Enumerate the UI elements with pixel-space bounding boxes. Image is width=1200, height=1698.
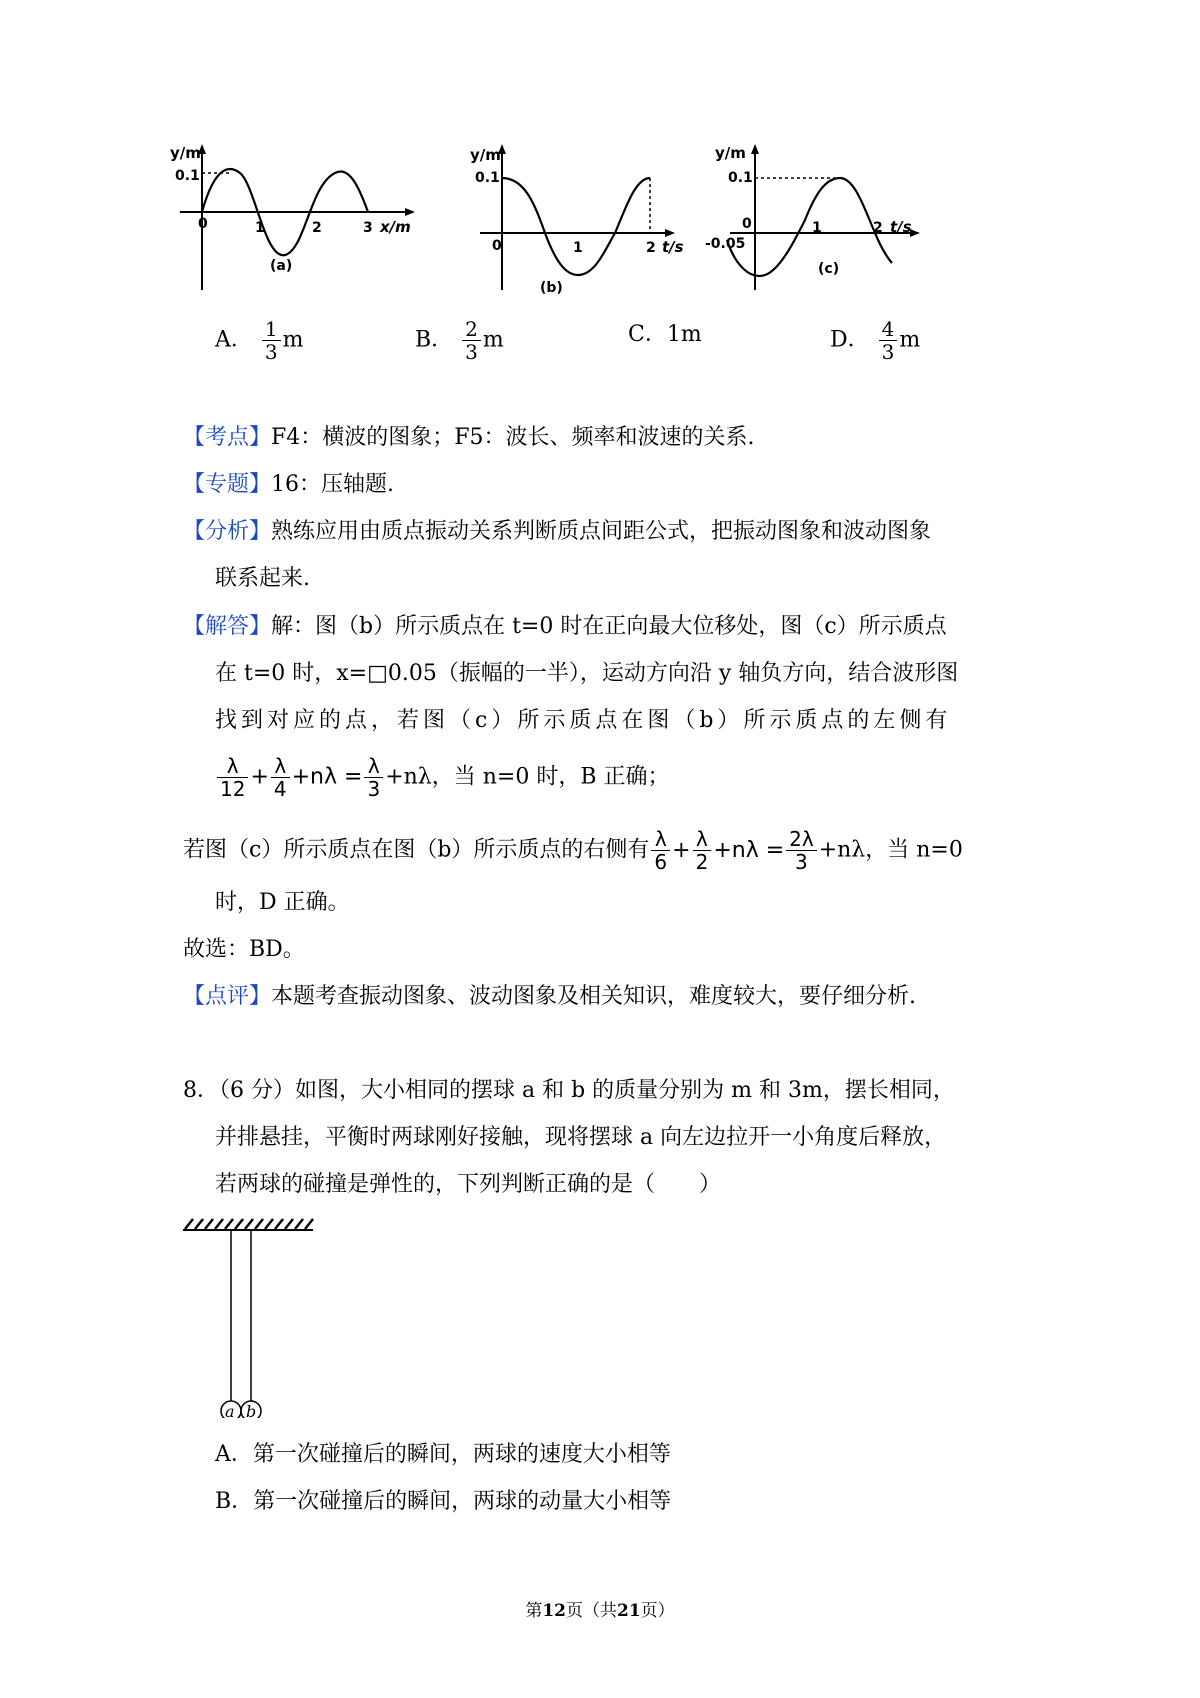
option-d-unit: m xyxy=(899,327,921,353)
f1-num-2: λ xyxy=(271,755,290,778)
option-a-unit: m xyxy=(282,327,304,353)
graph-c-xlabel: t/s xyxy=(890,218,912,236)
f2-num-1: λ xyxy=(651,828,670,851)
q8-line-3: 若两球的碰撞是弹性的，下列判断正确的是（ ） xyxy=(215,1172,722,1197)
ball-a-label: a xyxy=(225,1402,235,1418)
jieda-line-5 xyxy=(183,828,963,873)
jieda-formula-1: $\frac{\lambda}{12}$ + $\frac{\lambda}{4}$ +nλ = $\frac{\lambda}{3}$ +nλ，当 n=0 时，B 正确； xyxy=(215,755,669,800)
graph-a-origin: 0 xyxy=(198,216,208,232)
f1-num-1: λ xyxy=(217,755,248,778)
graph-a-tick-2: 2 xyxy=(312,220,322,236)
jieda-formula-2: $\frac{\lambda}{6}$ + $\frac{\lambda}{2}$ +nλ = $\frac{2\lambda}{3}$ xyxy=(649,838,818,863)
kaodian-line xyxy=(183,423,755,453)
graph-a-amp: 0.1 xyxy=(175,168,200,184)
footer-pre: 第 xyxy=(525,1601,543,1621)
jieda-line-6: 时，D 正确。 xyxy=(215,890,350,915)
f1-frac-1 xyxy=(217,755,248,800)
graph-a-xlabel: x/m xyxy=(380,218,411,236)
option-d-fraction xyxy=(879,318,898,363)
pendulum-figure xyxy=(183,1218,318,1418)
graph-c-svg xyxy=(700,140,940,300)
zhuanti-line xyxy=(183,470,394,500)
graph-c-amp: 0.1 xyxy=(728,170,753,186)
graph-b-xlabel: t/s xyxy=(662,238,684,256)
page-footer xyxy=(0,1596,1200,1621)
graph-b-tick-1: 1 xyxy=(573,240,583,256)
graph-c-tick-1: 1 xyxy=(812,220,822,236)
f1-den-3: 3 xyxy=(367,777,381,801)
kaodian-text: F4：横波的图象；F5：波长、频率和波速的关系. xyxy=(271,425,755,450)
graph-c-neg: -0.05 xyxy=(705,236,746,252)
fenxi-tag: 【分析】 xyxy=(183,519,272,544)
option-a-num: 1 xyxy=(262,318,281,341)
graph-c-origin: 0 xyxy=(742,216,752,232)
jieda-line-3: 找到对应的点，若图（c）所示质点在图（b）所示质点的左侧有 xyxy=(215,708,952,733)
f2-plus-nl: +nλ = xyxy=(713,837,785,863)
zhuanti-text: 16：压轴题. xyxy=(271,472,395,497)
fenxi-line-1 xyxy=(183,517,931,547)
option-b xyxy=(415,318,504,363)
q8-option-a: A．第一次碰撞后的瞬间，两球的速度大小相等 xyxy=(215,1442,671,1467)
q8-line-2: 并排悬挂，平衡时两球刚好接触，现将摆球 a 向左边拉开一小角度后释放， xyxy=(215,1125,947,1150)
f1-den-1: 12 xyxy=(220,777,246,801)
dianping-text: 本题考查振动图象、波动图象及相关知识，难度较大，要仔细分析. xyxy=(271,984,917,1009)
option-d-den: 3 xyxy=(881,340,895,364)
graph-c-ylabel: y/m xyxy=(715,144,746,162)
dianping-line xyxy=(183,982,916,1012)
pendulum-svg xyxy=(183,1218,318,1418)
q8-line-1: 8．（6 分）如图，大小相同的摆球 a 和 b 的质量分别为 m 和 3m，摆长相同， xyxy=(183,1078,955,1103)
f2-den-3: 3 xyxy=(795,850,808,874)
kaodian-tag: 【考点】 xyxy=(183,425,272,450)
option-b-num: 2 xyxy=(462,318,481,341)
jieda-line-7: 故选：BD。 xyxy=(183,937,305,962)
graph-b-amp: 0.1 xyxy=(475,170,500,186)
footer-post: 页） xyxy=(640,1601,675,1621)
f2-frac-3 xyxy=(786,828,817,873)
option-b-den: 3 xyxy=(465,340,478,364)
f2-frac-1 xyxy=(651,828,670,873)
option-a xyxy=(215,318,304,363)
f1-num-3: λ xyxy=(364,755,383,778)
f2-den-1: 6 xyxy=(654,850,668,874)
jieda-line-1 xyxy=(183,612,947,642)
f2-num-3: 2λ xyxy=(786,828,817,851)
graph-b-caption: (b) xyxy=(540,280,563,296)
ceiling-hatch xyxy=(185,1219,313,1229)
f1-tail: +nλ，当 n=0 时，B 正确； xyxy=(385,764,670,790)
ball-b-label: b xyxy=(246,1402,257,1418)
f1-frac-2 xyxy=(271,755,290,800)
graph-c-tick-2: 2 xyxy=(873,220,883,236)
graph-a-svg xyxy=(170,140,430,300)
jieda-text-5: 若图（c）所示质点在图（b）所示质点的右侧有 xyxy=(183,837,650,863)
dianping-tag: 【点评】 xyxy=(183,984,272,1009)
jieda-tag: 【解答】 xyxy=(183,614,272,639)
f2-frac-2 xyxy=(693,828,712,873)
f2-tail: +nλ，当 n=0 xyxy=(818,837,963,863)
f2-num-2: λ xyxy=(693,828,712,851)
f2-den-2: 2 xyxy=(695,850,709,874)
option-a-letter: A． xyxy=(215,327,253,353)
option-c xyxy=(628,320,702,350)
graph-a-ylabel: y/m xyxy=(170,144,201,162)
footer-page-number: 12 xyxy=(542,1601,566,1621)
graph-c xyxy=(700,140,940,300)
jieda-text-1: 解：图（b）所示质点在 t=0 时在正向最大位移处，图（c）所示质点 xyxy=(271,614,947,639)
graph-a-caption: (a) xyxy=(270,258,293,274)
graph-a-tick-3: 3 xyxy=(363,220,373,236)
graph-b-ylabel: y/m xyxy=(470,146,501,164)
q8-option-b: B．第一次碰撞后的瞬间，两球的动量大小相等 xyxy=(215,1489,672,1514)
jieda-line-2: 在 t=0 时，x=□0.05（振幅的一半），运动方向沿 y 轴负方向，结合波形图 xyxy=(215,661,959,686)
option-d-letter: D． xyxy=(830,327,870,353)
graph-c-caption: (c) xyxy=(818,261,840,277)
f1-den-2: 4 xyxy=(273,777,287,801)
option-d xyxy=(830,318,920,363)
f1-frac-3 xyxy=(364,755,383,800)
zhuanti-tag: 【专题】 xyxy=(183,472,272,497)
fenxi-text-1: 熟练应用由质点振动关系判断质点间距公式，把振动图象和波动图象 xyxy=(271,519,932,544)
option-c-letter: C． xyxy=(628,322,667,347)
option-c-text: 1m xyxy=(666,322,702,347)
option-a-den: 3 xyxy=(264,340,278,364)
graph-b-origin: 0 xyxy=(492,238,502,254)
graph-a xyxy=(170,140,430,300)
f1-plus-nl: +nλ = xyxy=(291,764,363,790)
option-b-letter: B． xyxy=(415,327,454,353)
option-a-fraction xyxy=(262,318,281,363)
graph-b xyxy=(470,140,690,300)
fenxi-line-2: 联系起来. xyxy=(215,566,310,591)
option-b-unit: m xyxy=(482,327,504,353)
footer-total-pages: 21 xyxy=(617,1601,641,1621)
graph-b-svg xyxy=(470,140,690,300)
graph-a-tick-1: 1 xyxy=(255,220,265,236)
graph-b-tick-2: 2 xyxy=(646,240,656,256)
option-d-num: 4 xyxy=(879,318,898,341)
option-b-fraction xyxy=(462,318,481,363)
footer-mid: 页（共 xyxy=(566,1601,617,1621)
